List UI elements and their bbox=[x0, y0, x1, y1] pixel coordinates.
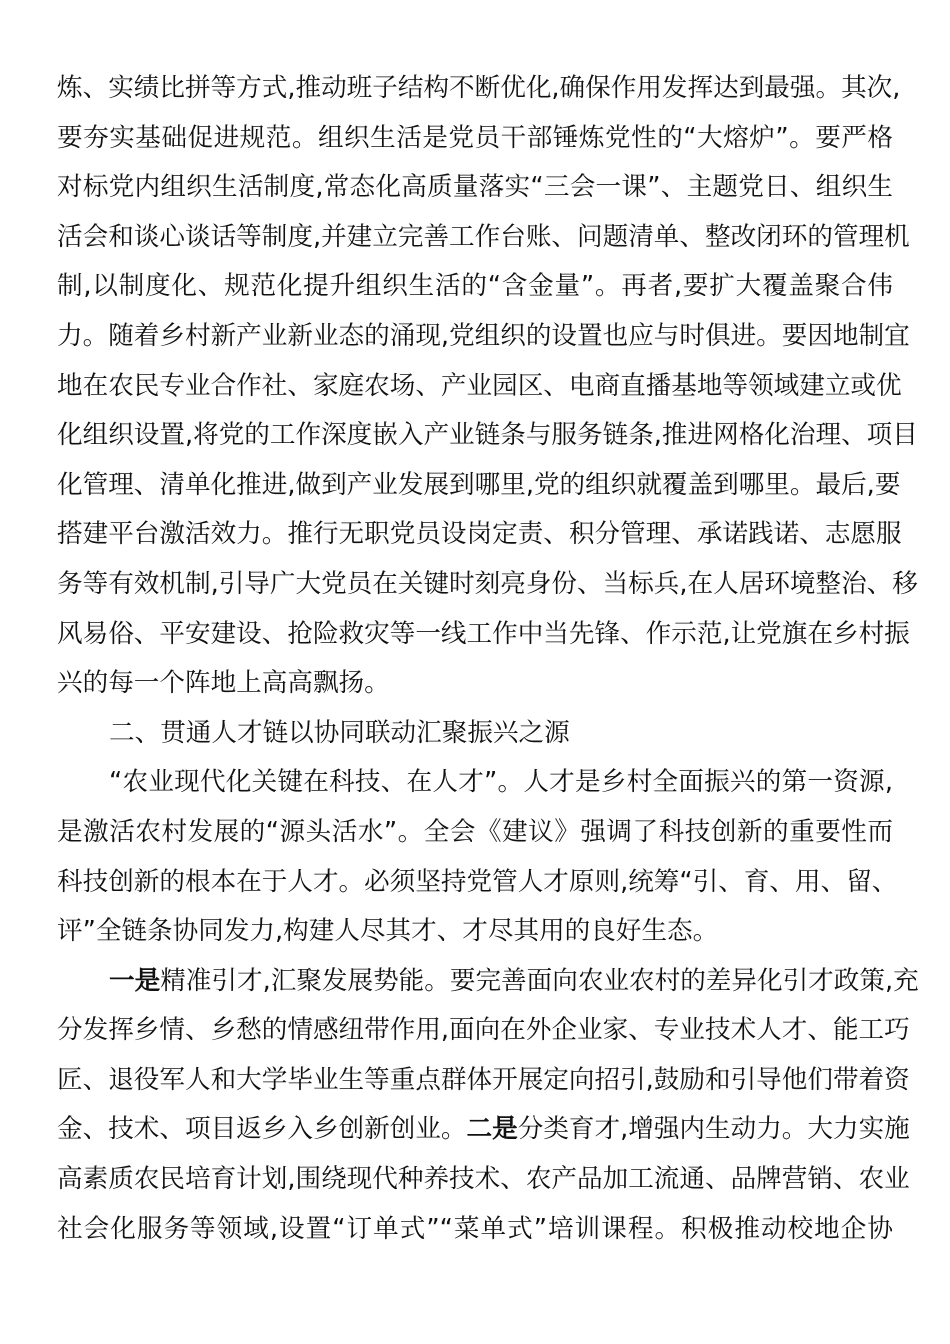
text-line: 搭建平台激活效力。推行无职党员设岗定责、积分管理、承诺践诺、志愿服 bbox=[57, 519, 902, 550]
text-line: 科技创新的根本在于人才。必须坚持党管人才原则,统筹“引、育、用、留、 bbox=[57, 866, 898, 897]
paragraph-talent-measures bbox=[57, 957, 919, 1255]
text-line: 化管理、清单化推进,做到产业发展到哪里,党的组织就覆盖到哪里。最后,要 bbox=[57, 469, 901, 500]
text-line: 活会和谈心谈话等制度,并建立完善工作台账、问题清单、整改闭环的管理机 bbox=[57, 221, 910, 252]
text-line bbox=[57, 957, 919, 1007]
heading-text: 二、贯通人才链以协同联动汇聚振兴之源 bbox=[109, 717, 570, 748]
text-run: 金、技术、项目返乡入乡创新创业。 bbox=[57, 1114, 467, 1145]
text-line: 评”全链条协同发力,构建人尽其才、才尽其用的良好生态。 bbox=[57, 916, 719, 947]
text-line: 化组织设置,将党的工作深度嵌入产业链条与服务链条,推进网格化治理、项目 bbox=[57, 420, 918, 451]
text-line: 要夯实基础促进规范。组织生活是党员干部锤炼党性的“大熔炉”。要严格 bbox=[57, 122, 893, 153]
paragraph-talent-intro bbox=[57, 758, 898, 956]
text-line: 制,以制度化、规范化提升组织生活的“含金量”。再者,要扩大覆盖聚合伟 bbox=[57, 271, 893, 302]
text-line: “农业现代化关键在科技、在人才”。人才是乡村全面振兴的第一资源, bbox=[109, 767, 893, 798]
text-line: 兴的每一个阵地上高高飘扬。 bbox=[57, 668, 390, 699]
section-heading bbox=[57, 709, 893, 759]
text-line: 炼、实绩比拼等方式,推动班子结构不断优化,确保作用发挥达到最强。其次, bbox=[57, 73, 901, 103]
text-line: 分发挥乡情、乡愁的情感纽带作用,面向在外企业家、专业技术人才、能工巧 bbox=[57, 1015, 910, 1046]
text-run: 分类育才,增强内生动力。大力实施 bbox=[517, 1114, 910, 1145]
text-line: 匠、退役军人和大学毕业生等重点群体开展定向招引,鼓励和引导他们带着资 bbox=[57, 1064, 910, 1095]
bold-label: 一是 bbox=[109, 965, 161, 996]
text-line bbox=[57, 1105, 910, 1155]
text-line: 力。随着乡村新产业新业态的涌现,党组织的设置也应与时俱进。要因地制宜 bbox=[57, 320, 910, 351]
text-run: 精准引才,汇聚发展势能。要完善面向农业农村的差异化引才政策,充 bbox=[160, 965, 919, 996]
bold-label: 二是 bbox=[466, 1114, 518, 1145]
paragraph-party-organization bbox=[57, 64, 918, 709]
document-page bbox=[57, 64, 919, 1254]
text-line: 对标党内组织生活制度,常态化高质量落实“三会一课”、主题党日、组织生 bbox=[57, 172, 893, 203]
text-line: 社会化服务等领域,设置“订单式”“菜单式”培训课程。积极推动校地企协 bbox=[57, 1213, 893, 1244]
text-line: 是激活农村发展的“源头活水”。全会《建议》强调了科技创新的重要性而 bbox=[57, 816, 893, 847]
text-line: 地在农民专业合作社、家庭农场、产业园区、电商直播基地等领域建立或优 bbox=[57, 370, 902, 401]
text-line: 高素质农民培育计划,围绕现代种养技术、农产品加工流通、品牌营销、农业 bbox=[57, 1164, 910, 1195]
text-line: 务等有效机制,引导广大党员在关键时刻亮身份、当标兵,在人居环境整治、移 bbox=[57, 568, 918, 599]
text-line: 风易俗、平安建设、抢险救灾等一线工作中当先锋、作示范,让党旗在乡村振 bbox=[57, 618, 910, 649]
